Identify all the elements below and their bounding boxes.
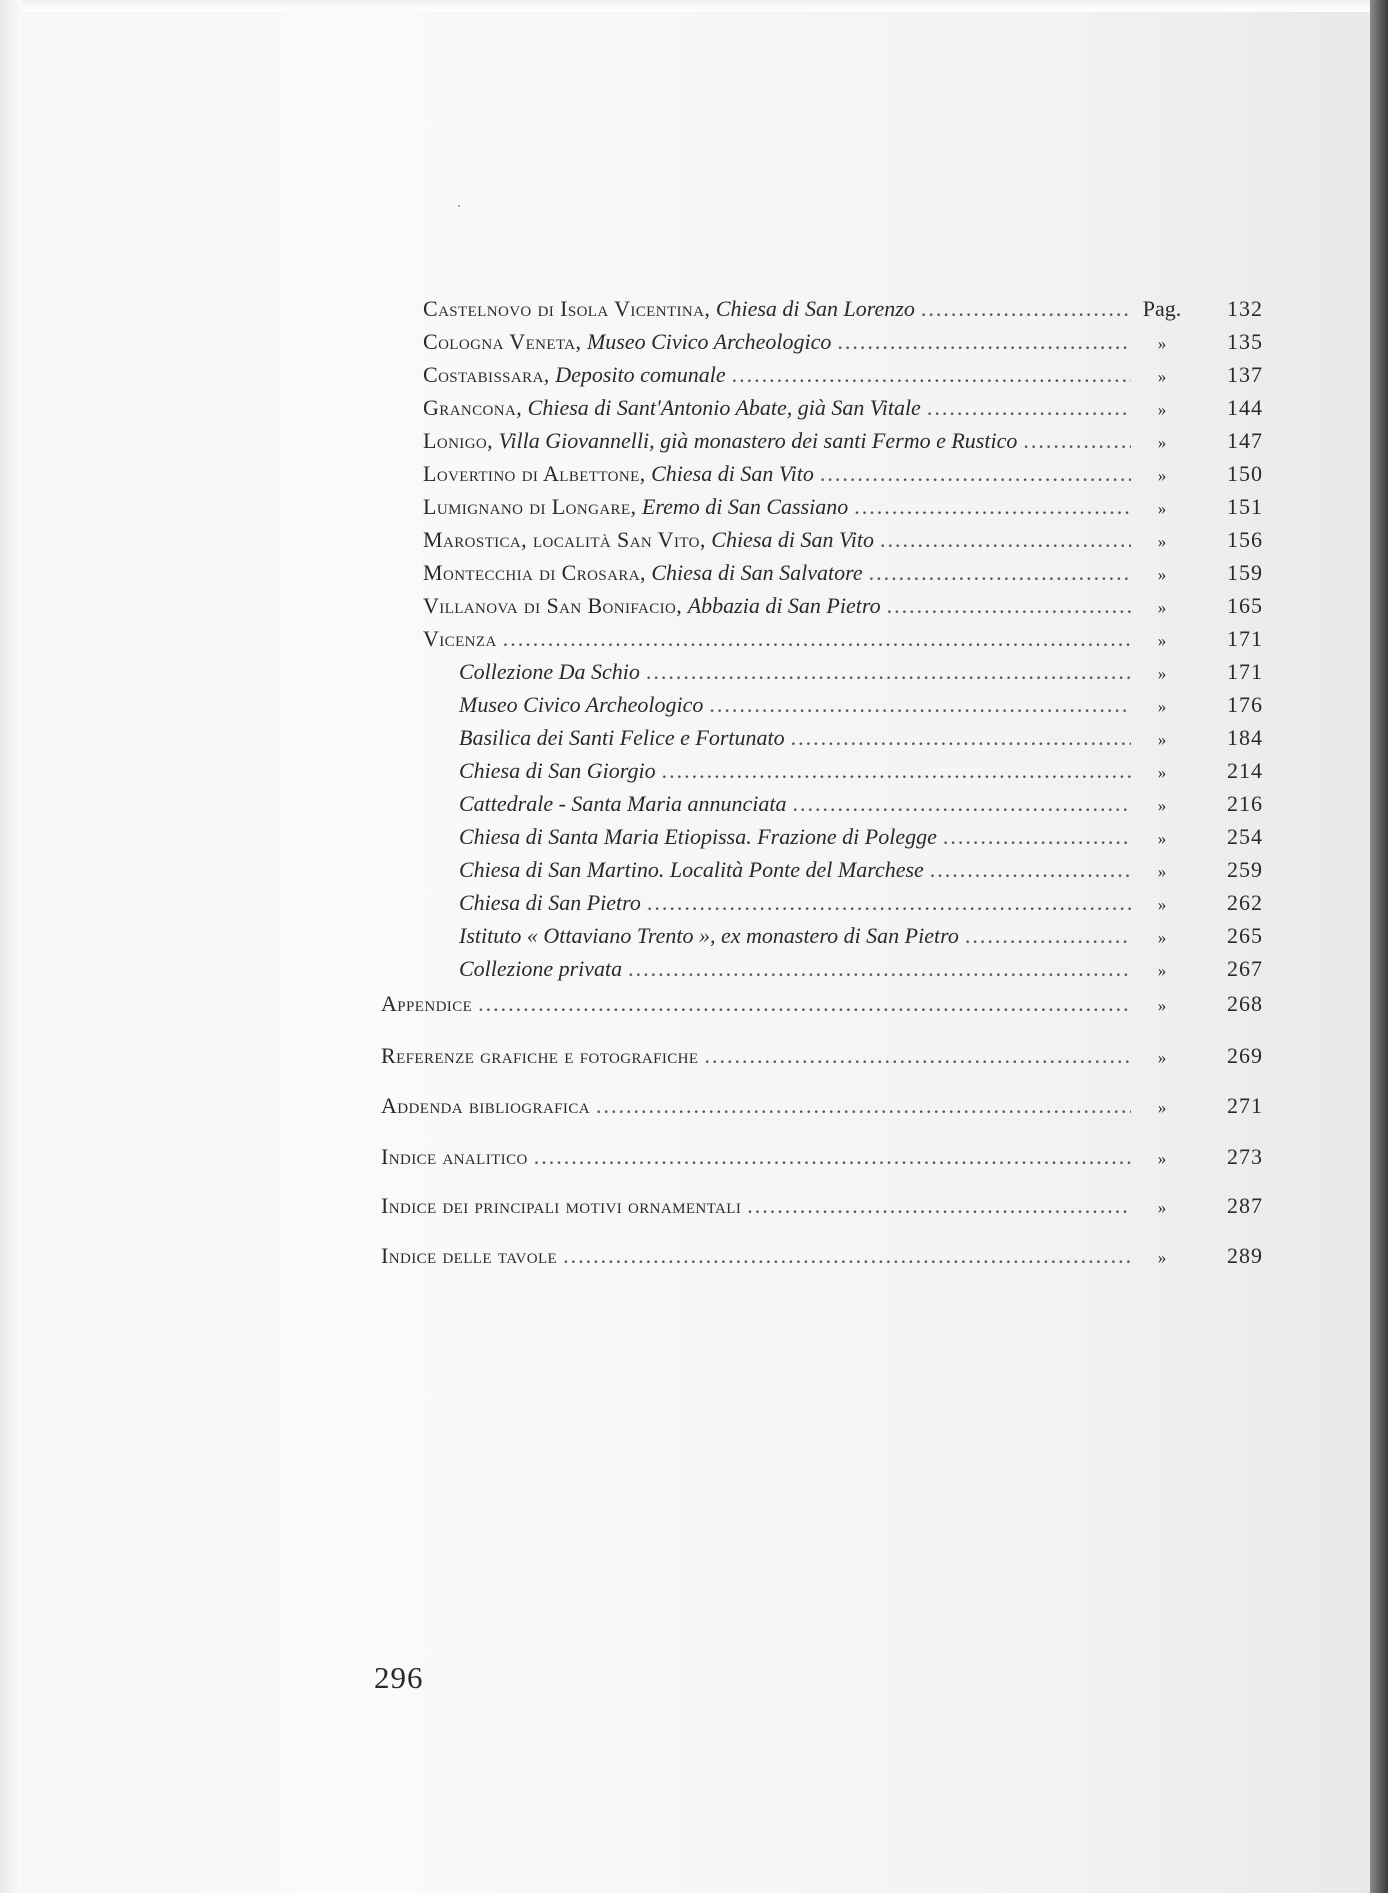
ditto-mark: » — [1157, 532, 1167, 551]
section-title: Indice dei principali motivi ornamentali — [381, 1193, 742, 1218]
leader-dots — [837, 329, 1131, 355]
subentry-title: Chiesa di San Pietro — [459, 890, 641, 915]
toc-subentry — [459, 659, 1263, 691]
leader-dots — [709, 692, 1131, 718]
section-title: Referenze grafiche e fotografiche — [381, 1043, 699, 1068]
ditto-mark: » — [1157, 796, 1167, 815]
subentry-title: Basilica dei Santi Felice e Fortunato — [459, 725, 785, 750]
toc-subentry — [459, 725, 1263, 757]
leader-dots — [628, 956, 1131, 982]
subentry-title: Istituto « Ottaviano Trento », ex monastero di San Pietro — [459, 923, 959, 948]
toc-subentry — [459, 692, 1263, 724]
entry-title: Eremo di San Cassiano — [641, 494, 849, 519]
page-abbrev: Pag. — [1142, 296, 1182, 321]
ditto-mark: » — [1157, 1198, 1167, 1217]
toc-subentry — [459, 824, 1263, 856]
ditto-mark: » — [1157, 928, 1167, 947]
entry-title: Chiesa di Sant'Antonio Abate, già San Vitale — [527, 395, 921, 420]
ditto-mark: » — [1157, 961, 1167, 980]
toc-entry-villanova — [423, 593, 1263, 625]
page-number: 132 — [1227, 296, 1263, 321]
toc-entry-castelnovo — [423, 296, 1263, 328]
leader-dots — [930, 857, 1131, 883]
leader-dots — [646, 659, 1131, 685]
toc-entry-lonigo — [423, 428, 1263, 460]
toc-subentry — [459, 890, 1263, 922]
subentry-title: Collezione Da Schio — [459, 659, 640, 684]
page-number: 268 — [1227, 991, 1263, 1016]
entry-title: Deposito comunale — [555, 362, 726, 387]
entry-title: Villa Giovannelli, già monastero dei santi Fermo e Rustico — [498, 428, 1018, 453]
toc-section-indice-motivi — [381, 1193, 1263, 1225]
entry-place: Grancona, — [423, 395, 523, 420]
toc-entry-costabissara — [423, 362, 1263, 394]
subentry-title: Chiesa di San Martino. Località Ponte del Marchese — [459, 857, 924, 882]
leader-dots — [921, 296, 1131, 322]
entry-place: Vicenza — [423, 626, 497, 651]
ditto-mark: » — [1157, 730, 1167, 749]
toc-subentry — [459, 956, 1263, 988]
ditto-mark: » — [1157, 829, 1167, 848]
ditto-mark: » — [1157, 895, 1167, 914]
page-number: 150 — [1227, 461, 1263, 486]
toc-entry-lumignano — [423, 494, 1263, 526]
toc-section-appendice — [381, 991, 1263, 1023]
ditto-mark: » — [1157, 466, 1167, 485]
page-number: 159 — [1227, 560, 1263, 585]
page-number: 289 — [1227, 1243, 1263, 1268]
entry-place: Cologna Veneta, — [423, 329, 582, 354]
entry-place: Villanova di San Bonifacio, — [423, 593, 683, 618]
page-number: 165 — [1227, 593, 1263, 618]
section-title: Addenda bibliografica — [381, 1093, 590, 1118]
leader-dots — [854, 494, 1131, 520]
leader-dots — [791, 725, 1131, 751]
leader-dots — [927, 395, 1131, 421]
page-number: 269 — [1227, 1043, 1263, 1068]
page-number: 176 — [1227, 692, 1263, 717]
ditto-mark: » — [1157, 763, 1167, 782]
page-number: 273 — [1227, 1144, 1263, 1169]
page-number: 144 — [1227, 395, 1263, 420]
page-number: 265 — [1227, 923, 1263, 948]
toc-entry-montecchia — [423, 560, 1263, 592]
ditto-mark: » — [1157, 1248, 1167, 1267]
subentry-title: Chiesa di San Giorgio — [459, 758, 656, 783]
leader-dots — [943, 824, 1131, 850]
toc-subentry — [459, 791, 1263, 823]
ditto-mark: » — [1157, 367, 1167, 386]
page-number: 171 — [1227, 626, 1263, 651]
entry-place: Lovertino di Albettone, — [423, 461, 646, 486]
entry-place: Lumignano di Longare, — [423, 494, 637, 519]
ditto-mark: » — [1157, 697, 1167, 716]
subentry-title: Cattedrale - Santa Maria annunciata — [459, 791, 787, 816]
page-number: 151 — [1227, 494, 1263, 519]
entry-place: Marostica, località San Vito, — [423, 527, 706, 552]
leader-dots — [965, 923, 1131, 949]
page-number: 259 — [1227, 857, 1263, 882]
section-title: Indice delle tavole — [381, 1243, 558, 1268]
ditto-mark: » — [1157, 996, 1167, 1015]
page-number: 171 — [1227, 659, 1263, 684]
entry-place: Costabissara, — [423, 362, 550, 387]
ditto-mark: » — [1157, 400, 1167, 419]
section-title: Indice analitico — [381, 1144, 528, 1169]
entry-title: Abbazia di San Pietro — [687, 593, 881, 618]
ditto-mark: » — [1157, 433, 1167, 452]
section-title: Appendice — [381, 991, 473, 1016]
ditto-mark: » — [1157, 1149, 1167, 1168]
leader-dots — [704, 1043, 1131, 1069]
entry-title: Chiesa di San Vito — [711, 527, 875, 552]
ditto-mark: » — [1157, 664, 1167, 683]
page-number: 184 — [1227, 725, 1263, 750]
ditto-mark: » — [1157, 565, 1167, 584]
page-number: 135 — [1227, 329, 1263, 354]
page-number: 216 — [1227, 791, 1263, 816]
leader-dots — [596, 1093, 1131, 1119]
entry-title: Chiesa di San Lorenzo — [715, 296, 915, 321]
entry-place: Montecchia di Crosara, — [423, 560, 646, 585]
entry-title: Museo Civico Archeologico — [586, 329, 832, 354]
page-number: 156 — [1227, 527, 1263, 552]
leader-dots — [1023, 428, 1131, 454]
ditto-mark: » — [1157, 598, 1167, 617]
toc-section-indice-analitico — [381, 1144, 1263, 1176]
ditto-mark: » — [1157, 1048, 1167, 1067]
ditto-mark: » — [1157, 334, 1167, 353]
ditto-mark: » — [1157, 862, 1167, 881]
page-folio: 296 — [374, 1660, 424, 1695]
leader-dots — [732, 362, 1131, 388]
entry-place: Lonigo, — [423, 428, 494, 453]
page-number: 214 — [1227, 758, 1263, 783]
leader-dots — [880, 527, 1131, 553]
toc-entry-grancona — [423, 395, 1263, 427]
page-number: 254 — [1227, 824, 1263, 849]
entry-title: Chiesa di San Salvatore — [651, 560, 863, 585]
toc-subentry — [459, 857, 1263, 889]
page-number: 287 — [1227, 1193, 1263, 1218]
page-number: 147 — [1227, 428, 1263, 453]
leader-dots — [887, 593, 1131, 619]
leader-dots — [478, 991, 1131, 1017]
ditto-mark: » — [1157, 1098, 1167, 1117]
leader-dots — [869, 560, 1131, 586]
leader-dots — [647, 890, 1131, 916]
toc-entry-vicenza — [423, 626, 1263, 658]
page-number: 137 — [1227, 362, 1263, 387]
leader-dots — [793, 791, 1131, 817]
toc-entry-lovertino — [423, 461, 1263, 493]
ditto-mark: » — [1157, 499, 1167, 518]
subentry-title: Chiesa di Santa Maria Etiopissa. Frazione di Polegge — [459, 824, 937, 849]
entry-place: Castelnovo di Isola Vicentina, — [423, 296, 711, 321]
page-number: 267 — [1227, 956, 1263, 981]
toc-entry-cologna — [423, 329, 1263, 361]
leader-dots — [534, 1144, 1131, 1170]
leader-dots — [563, 1243, 1131, 1269]
toc-section-indice-tavole — [381, 1243, 1263, 1275]
toc-section-referenze — [381, 1043, 1263, 1075]
leader-dots — [662, 758, 1131, 784]
toc-subentry — [459, 758, 1263, 790]
entry-title: Chiesa di San Vito — [651, 461, 814, 486]
toc-entry-marostica — [423, 527, 1263, 559]
page-number: 262 — [1227, 890, 1263, 915]
toc-subentry — [459, 923, 1263, 955]
leader-dots — [747, 1193, 1131, 1219]
subentry-title: Museo Civico Archeologico — [459, 692, 704, 717]
page-number: 271 — [1227, 1093, 1263, 1118]
subentry-title: Collezione privata — [459, 956, 623, 981]
ditto-mark: » — [1157, 631, 1167, 650]
leader-dots — [503, 626, 1131, 652]
toc-section-addenda — [381, 1093, 1263, 1125]
leader-dots — [820, 461, 1131, 487]
